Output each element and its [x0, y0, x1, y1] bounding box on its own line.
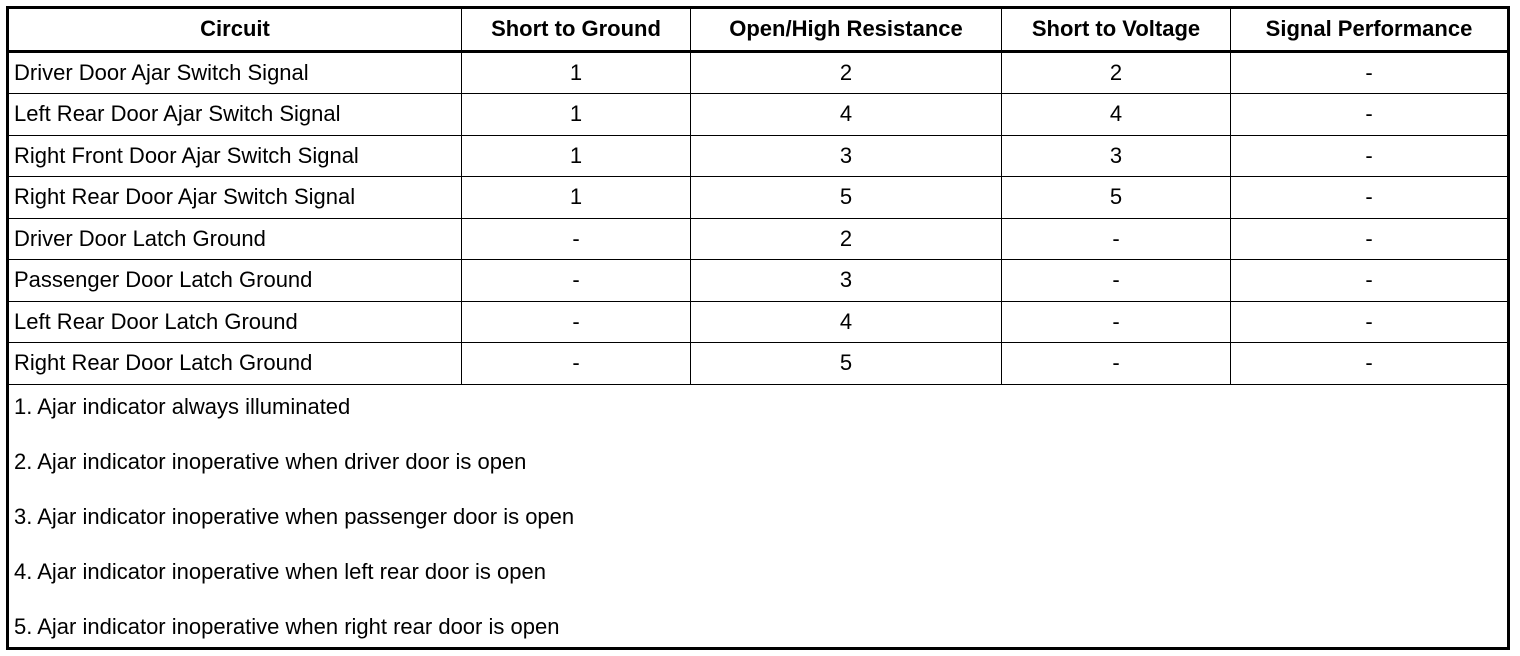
header-short-to-ground: Short to Ground [462, 8, 691, 52]
short-to-ground-cell: - [462, 301, 691, 343]
table-row [8, 218, 1509, 260]
open-high-resistance-cell: 4 [691, 301, 1002, 343]
short-to-voltage-cell: - [1002, 343, 1231, 385]
circuit-cell: Right Rear Door Latch Ground [8, 343, 462, 385]
signal-performance-cell: - [1231, 177, 1509, 219]
short-to-ground-cell: - [462, 343, 691, 385]
open-high-resistance-cell: 2 [691, 51, 1002, 94]
short-to-ground-cell: 1 [462, 51, 691, 94]
short-to-voltage-cell: 4 [1002, 94, 1231, 136]
short-to-voltage-cell: 3 [1002, 135, 1231, 177]
notes-row [8, 384, 1509, 648]
table-row [8, 94, 1509, 136]
signal-performance-cell: - [1231, 260, 1509, 302]
table-row [8, 343, 1509, 385]
open-high-resistance-cell: 3 [691, 260, 1002, 302]
circuit-cell: Left Rear Door Ajar Switch Signal [8, 94, 462, 136]
footnote-2: 2. Ajar indicator inoperative when driver door is open [14, 448, 527, 474]
footnote-3: 3. Ajar indicator inoperative when passenger door is open [14, 503, 575, 529]
short-to-voltage-cell: 5 [1002, 177, 1231, 219]
open-high-resistance-cell: 2 [691, 218, 1002, 260]
short-to-ground-cell: 1 [462, 177, 691, 219]
circuit-cell: Driver Door Latch Ground [8, 218, 462, 260]
footnote-5: 5. Ajar indicator inoperative when right rear door is open [14, 613, 560, 639]
table-row [8, 135, 1509, 177]
footnote-1: 1. Ajar indicator always illuminated [14, 393, 351, 419]
short-to-voltage-cell: 2 [1002, 51, 1231, 94]
signal-performance-cell: - [1231, 94, 1509, 136]
short-to-ground-cell: - [462, 218, 691, 260]
short-to-voltage-cell: - [1002, 301, 1231, 343]
header-signal-performance: Signal Performance [1231, 8, 1509, 52]
circuit-cell: Left Rear Door Latch Ground [8, 301, 462, 343]
table-row [8, 51, 1509, 94]
signal-performance-cell: - [1231, 218, 1509, 260]
signal-performance-cell: - [1231, 343, 1509, 385]
short-to-ground-cell: 1 [462, 94, 691, 136]
open-high-resistance-cell: 4 [691, 94, 1002, 136]
table-row [8, 260, 1509, 302]
signal-performance-cell: - [1231, 51, 1509, 94]
circuit-cell: Right Rear Door Ajar Switch Signal [8, 177, 462, 219]
signal-performance-cell: - [1231, 135, 1509, 177]
header-row [8, 8, 1509, 52]
open-high-resistance-cell: 3 [691, 135, 1002, 177]
short-to-ground-cell: - [462, 260, 691, 302]
header-circuit: Circuit [8, 8, 462, 52]
open-high-resistance-cell: 5 [691, 177, 1002, 219]
notes-cell [8, 384, 1509, 648]
short-to-voltage-cell: - [1002, 218, 1231, 260]
circuit-cell: Right Front Door Ajar Switch Signal [8, 135, 462, 177]
circuit-cell: Driver Door Ajar Switch Signal [8, 51, 462, 94]
short-to-ground-cell: 1 [462, 135, 691, 177]
header-open-high-resistance: Open/High Resistance [691, 8, 1002, 52]
table-row [8, 177, 1509, 219]
header-short-to-voltage: Short to Voltage [1002, 8, 1231, 52]
footnote-4: 4. Ajar indicator inoperative when left rear door is open [14, 558, 546, 584]
signal-performance-cell: - [1231, 301, 1509, 343]
diagnostic-table [6, 6, 1510, 650]
open-high-resistance-cell: 5 [691, 343, 1002, 385]
short-to-voltage-cell: - [1002, 260, 1231, 302]
circuit-cell: Passenger Door Latch Ground [8, 260, 462, 302]
table-row [8, 301, 1509, 343]
